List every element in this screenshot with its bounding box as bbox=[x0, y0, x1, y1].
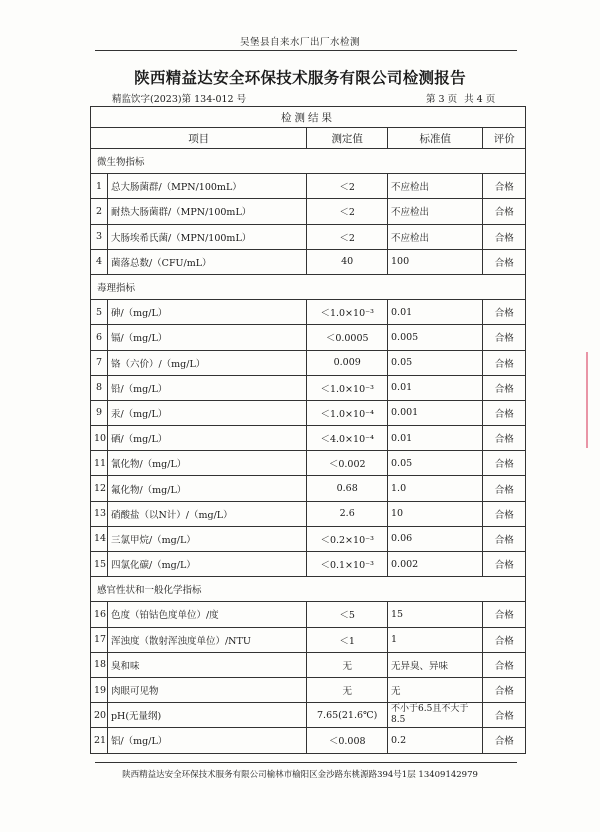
row-number: 1 bbox=[91, 174, 108, 199]
row-eval: 合格 bbox=[483, 426, 526, 451]
footer-address: 陕西精益达安全环保技术服务有限公司榆林市榆阳区金沙路东桃源路394号1层 13409142979 bbox=[122, 770, 478, 780]
row-measured: ＜0.002 bbox=[307, 451, 388, 476]
row-standard: 0.002 bbox=[388, 552, 483, 577]
row-item: 硒/（mg/L） bbox=[107, 426, 306, 451]
row-item: 总大肠菌群/（MPN/100mL） bbox=[107, 174, 306, 199]
row-standard: 0.01 bbox=[388, 426, 483, 451]
row-item: 汞/（mg/L） bbox=[107, 400, 306, 425]
row-number: 18 bbox=[91, 652, 108, 677]
row-standard: 0.001 bbox=[388, 400, 483, 425]
row-number: 16 bbox=[91, 602, 108, 627]
row-standard: 不应检出 bbox=[388, 199, 483, 224]
table-row bbox=[91, 476, 526, 501]
table-row bbox=[91, 501, 526, 526]
row-eval: 合格 bbox=[483, 501, 526, 526]
row-standard: 0.06 bbox=[388, 526, 483, 551]
table-row bbox=[91, 300, 526, 325]
row-number: 17 bbox=[91, 627, 108, 652]
row-item: 铝/（mg/L） bbox=[107, 728, 306, 753]
table-row bbox=[91, 703, 526, 728]
row-measured: ＜0.2×10⁻³ bbox=[307, 526, 388, 551]
group-title: 微生物指标 bbox=[91, 149, 526, 174]
row-eval: 合格 bbox=[483, 249, 526, 274]
table-row bbox=[91, 325, 526, 350]
page-total: 共 4 页 bbox=[464, 94, 496, 105]
row-measured: ＜1.0×10⁻³ bbox=[307, 300, 388, 325]
row-number: 20 bbox=[91, 703, 108, 728]
col-header-eval: 评价 bbox=[483, 128, 526, 149]
row-item: 菌落总数/（CFU/mL） bbox=[107, 249, 306, 274]
row-measured: ＜0.1×10⁻³ bbox=[307, 552, 388, 577]
row-number: 13 bbox=[91, 501, 108, 526]
row-eval: 合格 bbox=[483, 526, 526, 551]
row-measured: ＜1.0×10⁻³ bbox=[307, 375, 388, 400]
row-standard: 100 bbox=[388, 249, 483, 274]
row-standard: 1.0 bbox=[388, 476, 483, 501]
page-current: 第 3 页 bbox=[426, 94, 458, 105]
row-number: 10 bbox=[91, 426, 108, 451]
row-measured: ＜1 bbox=[307, 627, 388, 652]
group-row bbox=[91, 274, 526, 299]
row-measured: 无 bbox=[307, 652, 388, 677]
row-item: 氟化物/（mg/L） bbox=[107, 476, 306, 501]
row-item: 硝酸盐（以N计）/（mg/L） bbox=[107, 501, 306, 526]
table-row bbox=[91, 224, 526, 249]
row-eval: 合格 bbox=[483, 552, 526, 577]
row-measured: ＜2 bbox=[307, 174, 388, 199]
results-banner-row bbox=[91, 107, 526, 128]
row-measured: ＜5 bbox=[307, 602, 388, 627]
row-measured: 40 bbox=[307, 249, 388, 274]
row-eval: 合格 bbox=[483, 602, 526, 627]
row-number: 5 bbox=[91, 300, 108, 325]
row-measured: 7.65(21.6℃) bbox=[307, 703, 388, 728]
row-eval: 合格 bbox=[483, 174, 526, 199]
row-standard: 无 bbox=[388, 677, 483, 702]
row-item: 浑浊度（散射浑浊度单位）/NTU bbox=[107, 627, 306, 652]
row-eval: 合格 bbox=[483, 677, 526, 702]
footer-divider bbox=[95, 762, 517, 763]
row-number: 14 bbox=[91, 526, 108, 551]
row-number: 8 bbox=[91, 375, 108, 400]
row-measured: ＜0.0005 bbox=[307, 325, 388, 350]
group-title: 感官性状和一般化学指标 bbox=[91, 577, 526, 602]
row-standard: 无异臭、异味 bbox=[388, 652, 483, 677]
row-measured: ＜2 bbox=[307, 224, 388, 249]
row-item: 色度（铂钴色度单位）/度 bbox=[107, 602, 306, 627]
col-header-measured: 测定值 bbox=[307, 128, 388, 149]
row-eval: 合格 bbox=[483, 652, 526, 677]
row-number: 11 bbox=[91, 451, 108, 476]
row-standard: 10 bbox=[388, 501, 483, 526]
table-row bbox=[91, 677, 526, 702]
row-eval: 合格 bbox=[483, 325, 526, 350]
results-table-body bbox=[91, 107, 526, 754]
row-standard: 不小于6.5且不大于8.5 bbox=[388, 703, 483, 728]
row-item: 铬（六价）/（mg/L） bbox=[107, 350, 306, 375]
table-row bbox=[91, 652, 526, 677]
row-eval: 合格 bbox=[483, 400, 526, 425]
row-item: 氰化物/（mg/L） bbox=[107, 451, 306, 476]
row-eval: 合格 bbox=[483, 703, 526, 728]
row-eval: 合格 bbox=[483, 224, 526, 249]
table-row bbox=[91, 199, 526, 224]
table-row bbox=[91, 426, 526, 451]
row-item: 大肠埃希氏菌/（MPN/100mL） bbox=[107, 224, 306, 249]
row-number: 15 bbox=[91, 552, 108, 577]
row-eval: 合格 bbox=[483, 728, 526, 753]
row-item: pH(无量纲) bbox=[107, 703, 306, 728]
row-standard: 0.005 bbox=[388, 325, 483, 350]
row-number: 7 bbox=[91, 350, 108, 375]
row-standard: 0.01 bbox=[388, 300, 483, 325]
row-item: 三氯甲烷/（mg/L） bbox=[107, 526, 306, 551]
table-row bbox=[91, 350, 526, 375]
row-standard: 0.01 bbox=[388, 375, 483, 400]
table-row bbox=[91, 375, 526, 400]
group-title: 毒理指标 bbox=[91, 274, 526, 299]
row-item: 镉/（mg/L） bbox=[107, 325, 306, 350]
row-number: 12 bbox=[91, 476, 108, 501]
row-measured: 无 bbox=[307, 677, 388, 702]
results-banner: 检测结果 bbox=[91, 107, 526, 128]
table-row bbox=[91, 552, 526, 577]
row-item: 四氯化碳/（mg/L） bbox=[107, 552, 306, 577]
table-row bbox=[91, 602, 526, 627]
results-table bbox=[90, 106, 526, 754]
table-row bbox=[91, 174, 526, 199]
row-item: 臭和味 bbox=[107, 652, 306, 677]
table-row bbox=[91, 728, 526, 753]
row-measured: ＜1.0×10⁻⁴ bbox=[307, 400, 388, 425]
row-eval: 合格 bbox=[483, 350, 526, 375]
row-eval: 合格 bbox=[483, 300, 526, 325]
column-header-row bbox=[91, 128, 526, 149]
report-top-label: 吴堡县自来水厂出厂水检测 bbox=[239, 37, 360, 48]
row-number: 21 bbox=[91, 728, 108, 753]
row-eval: 合格 bbox=[483, 199, 526, 224]
row-eval: 合格 bbox=[483, 476, 526, 501]
row-standard: 1 bbox=[388, 627, 483, 652]
table-row bbox=[91, 249, 526, 274]
group-row bbox=[91, 577, 526, 602]
row-number: 3 bbox=[91, 224, 108, 249]
col-header-standard: 标准值 bbox=[388, 128, 483, 149]
table-row bbox=[91, 627, 526, 652]
row-eval: 合格 bbox=[483, 375, 526, 400]
row-standard: 0.2 bbox=[388, 728, 483, 753]
table-row bbox=[91, 451, 526, 476]
page-indicator bbox=[426, 91, 499, 105]
report-title: 陕西精益达安全环保技术服务有限公司检测报告 bbox=[134, 69, 466, 87]
row-standard: 不应检出 bbox=[388, 224, 483, 249]
row-number: 6 bbox=[91, 325, 108, 350]
table-row bbox=[91, 400, 526, 425]
row-standard: 15 bbox=[388, 602, 483, 627]
row-number: 19 bbox=[91, 677, 108, 702]
row-number: 9 bbox=[91, 400, 108, 425]
row-measured: 0.68 bbox=[307, 476, 388, 501]
header-divider bbox=[95, 50, 517, 51]
row-measured: ＜4.0×10⁻⁴ bbox=[307, 426, 388, 451]
row-number: 2 bbox=[91, 199, 108, 224]
row-standard: 0.05 bbox=[388, 350, 483, 375]
row-item: 耐热大肠菌群/（MPN/100mL） bbox=[107, 199, 306, 224]
col-header-item: 项目 bbox=[91, 128, 307, 149]
row-measured: 0.009 bbox=[307, 350, 388, 375]
table-row bbox=[91, 526, 526, 551]
row-eval: 合格 bbox=[483, 451, 526, 476]
seal-stamp-edge bbox=[586, 352, 600, 448]
row-item: 砷/（mg/L） bbox=[107, 300, 306, 325]
row-number: 4 bbox=[91, 249, 108, 274]
row-eval: 合格 bbox=[483, 627, 526, 652]
row-measured: 2.6 bbox=[307, 501, 388, 526]
row-measured: ＜0.008 bbox=[307, 728, 388, 753]
report-number: 精监饮字(2023)第 134-012 号 bbox=[112, 94, 247, 105]
row-item: 铅/（mg/L） bbox=[107, 375, 306, 400]
row-standard: 0.05 bbox=[388, 451, 483, 476]
row-item: 肉眼可见物 bbox=[107, 677, 306, 702]
row-measured: ＜2 bbox=[307, 199, 388, 224]
group-row bbox=[91, 149, 526, 174]
row-standard: 不应检出 bbox=[388, 174, 483, 199]
